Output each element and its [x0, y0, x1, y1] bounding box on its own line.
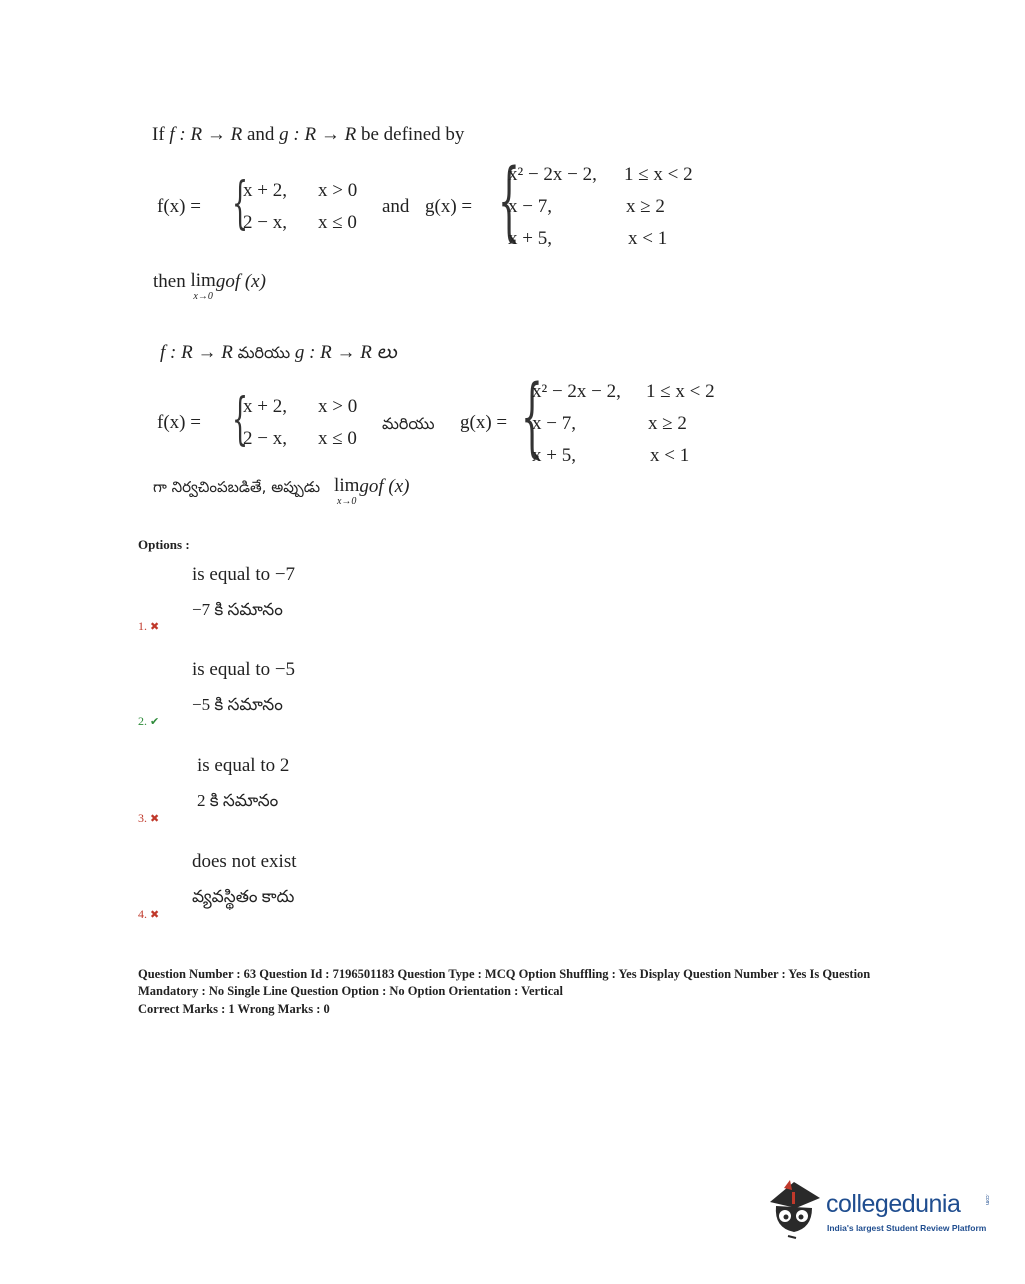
te-f-case-1-expr: x + 2, — [243, 396, 287, 417]
te-then-limit-line: గా నిర్వచింపబడితే, అప్పుడు lim x→0 gof (x) — [153, 475, 410, 507]
f-case-1-cond: x > 0 — [318, 180, 358, 201]
f-case-1-expr: x + 2, — [243, 180, 287, 201]
f-label: f(x) = — [157, 196, 201, 217]
option-1-number: 1. ✖ — [138, 619, 160, 633]
g-case-3-expr: x + 5, — [508, 228, 552, 249]
g-case-2-cond: x ≥ 2 — [626, 196, 665, 217]
g-mapping: g : R → R — [279, 124, 357, 145]
then-limit-line: then lim x→0 gof (x) — [153, 270, 266, 302]
te-limit-operator: lim x→0 — [334, 475, 360, 507]
option-4-number: 4. ✖ — [138, 907, 160, 921]
te-g-case-1-expr: x² − 2x − 2, — [532, 381, 621, 402]
te-and-word: మరియు — [382, 414, 435, 433]
f-case-2-cond: x ≤ 0 — [318, 212, 357, 233]
logo-tagline: India's largest Student Review Platform — [827, 1223, 987, 1233]
cross-icon: ✖ — [150, 909, 160, 921]
te-f-case-2-expr: 2 − x, — [243, 428, 287, 449]
cross-icon: ✖ — [150, 621, 160, 633]
option-2-number: 2. ✔ — [138, 714, 160, 728]
and-word: and — [382, 196, 410, 217]
g-case-1-cond: 1 ≤ x < 2 — [624, 164, 693, 185]
te-g-case-1-cond: 1 ≤ x < 2 — [646, 381, 715, 402]
te-f-case-1-cond: x > 0 — [318, 396, 358, 417]
question-intro-line: If f : R → R and g : R → R be defined by — [152, 124, 465, 145]
options-label: Options : — [138, 537, 190, 552]
g-case-1-expr: x² − 2x − 2, — [508, 164, 597, 185]
option-1-english: is equal to −7 — [192, 564, 296, 585]
g-case-2-expr: x − 7, — [508, 196, 552, 217]
g-brace: { — [498, 151, 520, 251]
g-label: g(x) = — [425, 196, 473, 217]
collegedunia-logo — [766, 1176, 996, 1246]
option-2-english: is equal to −5 — [192, 659, 296, 680]
g-case-3-cond: x < 1 — [628, 228, 668, 249]
option-2-telugu: −5 కి సమానం — [192, 695, 283, 714]
check-icon: ✔ — [150, 716, 160, 728]
option-4-english: does not exist — [192, 851, 297, 872]
te-f-brace: { — [232, 387, 249, 452]
te-g-brace: { — [521, 367, 543, 467]
mascot-icon — [766, 1176, 824, 1240]
te-g-case-3-expr: x + 5, — [532, 445, 576, 466]
option-3-telugu: 2 కి సమానం — [197, 791, 279, 810]
te-g-case-3-cond: x < 1 — [650, 445, 690, 466]
option-4-telugu: వ్యవస్థితం కాదు — [192, 887, 295, 906]
logo-wordmark: collegedunia — [826, 1190, 961, 1218]
cross-icon: ✖ — [150, 813, 160, 825]
logo-com: .com — [984, 1194, 990, 1205]
f-mapping: f : R → R — [169, 124, 243, 145]
f-case-2-expr: 2 − x, — [243, 212, 287, 233]
marks-info: Correct Marks : 1 Wrong Marks : 0 — [138, 1002, 330, 1016]
option-1-telugu: −7 కి సమానం — [192, 600, 283, 619]
te-f-case-2-cond: x ≤ 0 — [318, 428, 357, 449]
option-3-number: 3. ✖ — [138, 811, 160, 825]
question-metadata: Question Number : 63 Question Id : 7196501183 Question Type : MCQ Option Shuffling : Yes Display Question Number : Yes Is Question Mandatory : No Single Line Question Option : No Option Orientation : Vertical — [138, 967, 871, 998]
te-g-case-2-expr: x − 7, — [532, 413, 576, 434]
f-brace: { — [232, 171, 249, 236]
option-3-english: is equal to 2 — [197, 755, 290, 776]
te-intro-line: f : R → R మరియు g : R → R లు — [160, 342, 397, 363]
limit-operator: lim x→0 — [190, 270, 216, 302]
te-g-case-2-cond: x ≥ 2 — [648, 413, 687, 434]
te-g-label: g(x) = — [460, 412, 508, 433]
te-f-label: f(x) = — [157, 412, 201, 433]
